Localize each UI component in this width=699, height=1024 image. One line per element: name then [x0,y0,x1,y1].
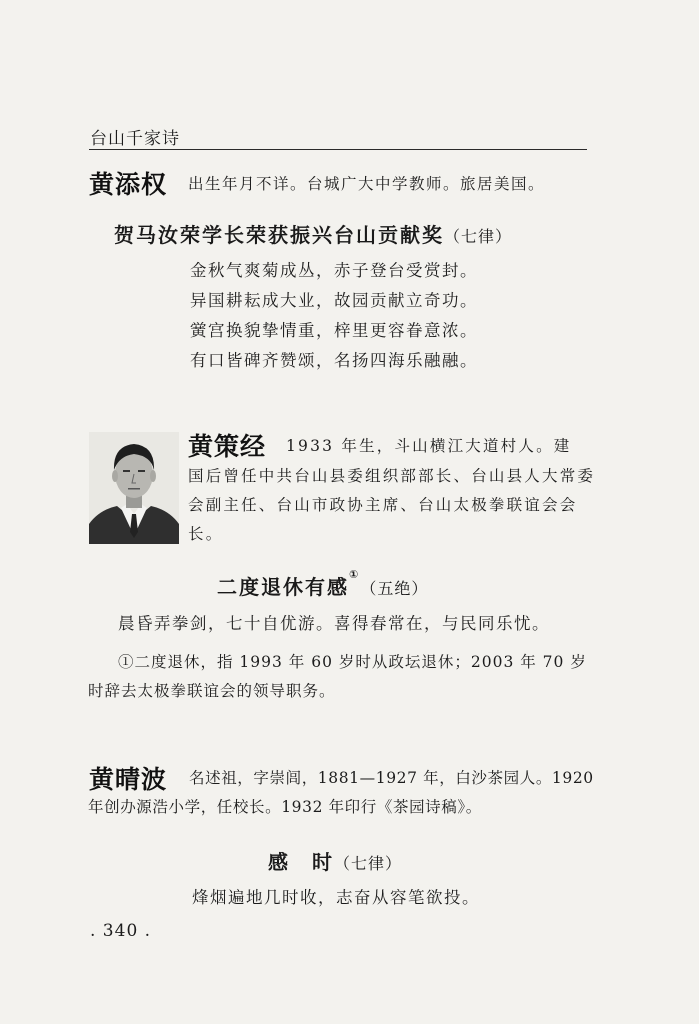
poem-title [217,568,429,600]
header-divider [89,149,587,150]
footnote: ①二度退休，指 1993 年 60 岁时从政坛退休；2003 年 70 岁时辞去太极拳联谊会的领导职务。 [88,653,587,700]
poem-form: （七律） [444,227,513,246]
poem-line: 有口皆碑齐赞颂，名扬四海乐融融。 [190,351,478,370]
poem-form: （五绝） [360,579,429,598]
poem-body [192,883,480,913]
poem-line: 金秋气爽菊成丛，赤子登台受赏封。 [190,261,478,280]
poem-line: 烽烟遍地几时收，志奋从容笔欲投。 [192,888,480,907]
poem-line: 黉宫换貌挚情重，梓里更容眷意浓。 [190,321,478,340]
poem-body [190,256,478,376]
poem-form: （七律） [334,854,403,873]
poet-name: 黄策经 [188,432,267,461]
poem-title-text: 贺马汝荣学长荣获振兴台山贡献奖 [114,223,444,247]
poet-bio-first-line: 1933 年生，斗山横江大道村人。建 [286,437,572,455]
poet-name: 黄晴波 [89,765,168,794]
footnote-mark: ① [349,568,361,581]
poem-line: 异国耕耘成大业，故园贡献立奇功。 [190,291,478,310]
poet-bio: 名述祖，字崇闾，1881—1927 年，白沙茶园人。1920 年创办源浩小学，任校长。1932 年印行《茶园诗稿》。 [88,769,594,816]
poem-title [114,219,512,248]
page-number: . 340 . [90,921,152,941]
poem-line: 晨昏弄拳剑，七十自优游。喜得春常在，与民同乐忧。 [118,614,550,633]
poet-bio: 国后曾任中共台山县委组织部部长、台山县人大常委会副主任、台山市政协主席、台山太极拳联谊会会长。 [188,467,596,543]
portrait-image [89,432,179,544]
poem-title-text: 二度退休有感 [217,575,349,599]
poem-body [118,609,550,639]
poem-title [268,846,402,875]
poet-bio: 出生年月不详。台城广大中学教师。旅居美国。 [188,175,546,193]
poem-title-text: 感 时 [268,850,334,874]
portrait-photo [89,432,179,544]
book-title-header: 台山千家诗 [90,129,180,149]
poet-name: 黄添权 [89,170,168,199]
